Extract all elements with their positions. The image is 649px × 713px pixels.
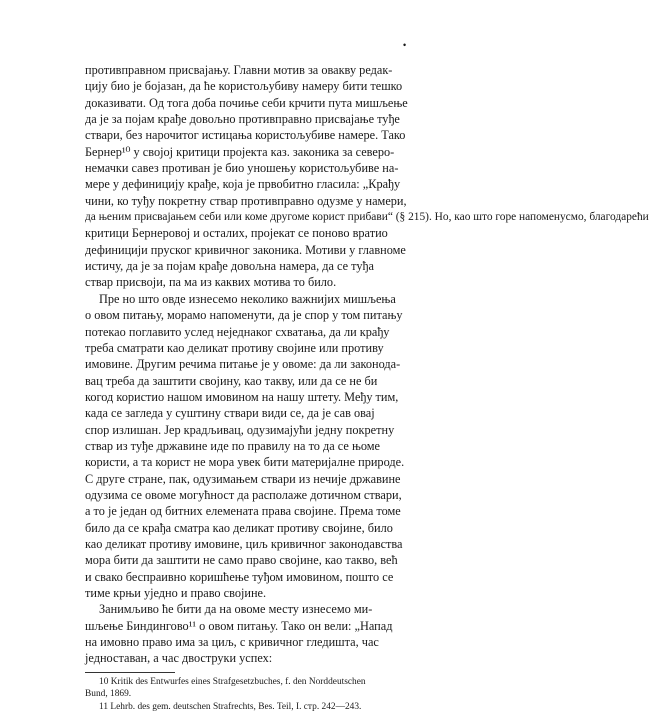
text-line: противправном присвајању. Главни мотив за овакву редак-	[85, 63, 393, 77]
text-line: Пре но што овде изнесемо неколико важнијих мишљења	[99, 291, 396, 306]
text-line: мора бити да заштити не само право својине, као такво, већ	[85, 553, 398, 568]
text-line: на имовно право има за циљ, с кривичног гледишта, час	[85, 635, 379, 650]
text-line: критици Бернеровој и осталих, пројекат се поново вратио	[85, 226, 388, 241]
footnote: Bund, 1869.	[85, 689, 132, 700]
body-text	[85, 62, 649, 713]
text-line: а то је један од битних елемената права својине. Према томе	[85, 504, 401, 519]
text-line: вац треба да заштити својину, као такву, или да се не би	[85, 373, 378, 388]
text-line: мере у дефиницију крађе, која је првобитно гласила: „Крађу	[85, 177, 401, 192]
text-line: дефиницији пруског кривичног законика. Мотиви у главноме	[85, 242, 406, 257]
text-line: када се загледа у суштину ствари види се, да је сав овај	[85, 406, 375, 421]
text-line: Бернер¹⁰ у својој критици пројекта каз. законика за северо-	[85, 144, 395, 159]
text-line: Занимљиво ће бити да на овоме месту изнесемо ми-	[99, 602, 373, 617]
footnote-divider	[85, 672, 175, 673]
text-line: једноставан, а час двоструки успех:	[85, 651, 273, 666]
text-line: одузима се овоме могућност да располаже дотичном ствари,	[85, 487, 402, 502]
text-line: и свако беспраивно коришћење туђом имовином, пошто се	[85, 569, 394, 584]
text-line: чини, ко туђу покретну ствар противправно одузме у намери,	[85, 193, 407, 208]
text-line: да је за појам крађе довољно противправно присвајање туђе	[85, 112, 400, 127]
text-line: цију био је бојазан, да ће користољубиву намеру бити тешко	[85, 79, 403, 94]
page-mark: •	[403, 40, 407, 50]
text-line: да њеним присвајањем себи или коме другоме корист прибави“ (§ 215). Но, као што горе напоменусмо, благодарећи	[85, 211, 649, 224]
footnote: 11 Lehrb. des gem. deutschen Strafrechts, Bes. Teil, I. стр. 242—243.	[99, 701, 362, 712]
text-line: имовине. Другим речима питање је у овоме: да ли законода-	[85, 357, 401, 372]
text-line: о овом питању, морамо напоменути, да је спор у том питању	[85, 308, 403, 323]
text-line: треба сматрати као деликат противу својине или противу	[85, 340, 384, 355]
text-line: као деликат противу имовине, циљ кривичног законодавства	[85, 536, 403, 551]
text-line: користи, а та корист не мора увек бити материјалне природе.	[85, 455, 405, 470]
footnote: 10 Kritik des Entwurfes eines Strafgesetzbuches, f. den Norddeutschen	[99, 676, 366, 687]
text-line: ствар из туђе државине иде по правилу на то да се њоме	[85, 438, 380, 453]
text-line: потекао поглавито услед неједнаког схватања, да ли крађу	[85, 324, 390, 339]
text-line: истичу, да је за појам крађе довољна намера, да се туђа	[85, 259, 374, 274]
text-line: било да се крађа сматра као деликат противу својине, било	[85, 520, 393, 535]
text-line: спор излишан. Јер крадљивац, одузимајући једну покретну	[85, 422, 395, 437]
text-line: ствар присвоји, па ма из каквих мотива то било.	[85, 275, 337, 290]
text-line: доказивати. Од тога доба почиње себи крчити пута мишљење	[85, 95, 408, 110]
text-line: ствари, без нарочитог истицања користољубиве намере. Тако	[85, 128, 406, 143]
text-line: шљење Биндингово¹¹ о овом питању. Тако он вели: „Напад	[85, 618, 393, 633]
text-line: немачки савез противан је био уношењу користољубиве на-	[85, 161, 399, 176]
text-line: тиме крњи уједно и право својине.	[85, 586, 267, 600]
text-line: когод користио нашом имовином на нашу штету. Међу тим,	[85, 389, 399, 404]
text-line: С друге стране, пак, одузимањем ствари из нечије државине	[85, 471, 401, 486]
